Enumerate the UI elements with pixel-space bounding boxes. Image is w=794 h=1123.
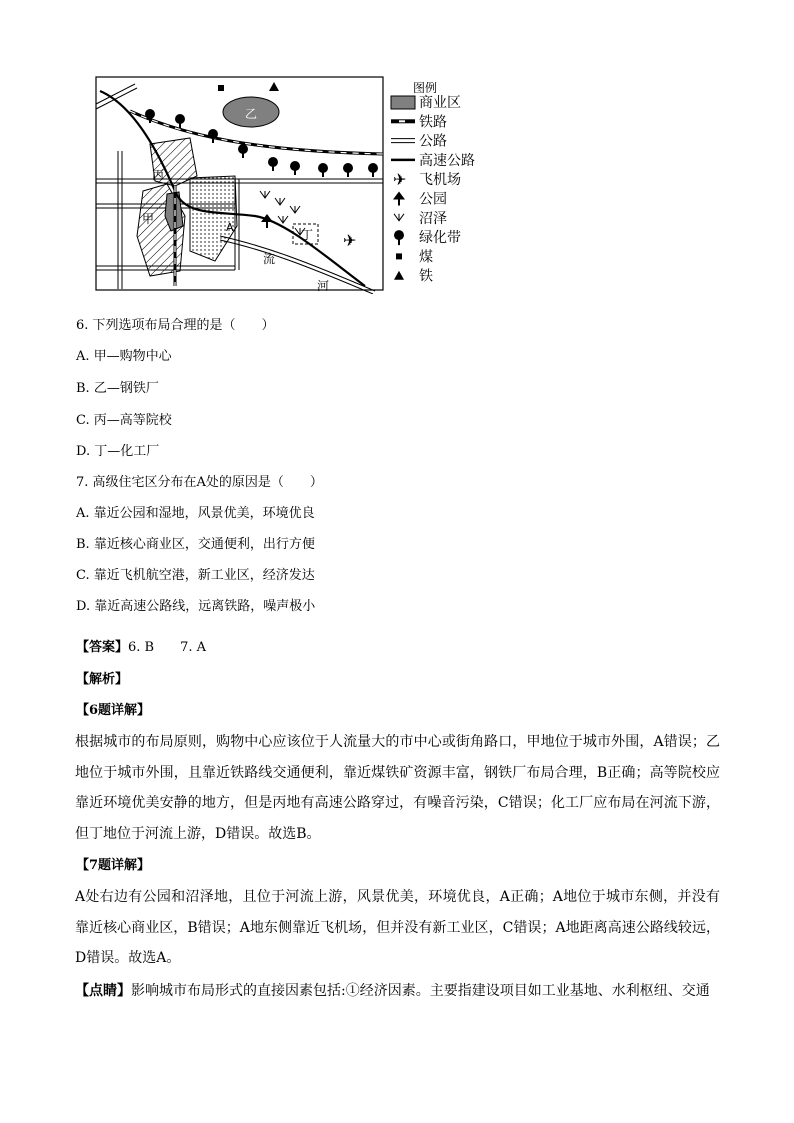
dianjing-tag: 【点睛】 bbox=[75, 983, 131, 999]
q7-option-c: C. 靠近飞机航空港，新工业区，经济发达 bbox=[76, 568, 315, 583]
label-bing: 丙 bbox=[152, 168, 165, 182]
q7-option-a: A. 靠近公园和湿地，风景优美，环境优良 bbox=[76, 506, 315, 521]
label-ding: 丁 bbox=[301, 228, 314, 242]
airport-icon-map: ✈ bbox=[343, 231, 357, 250]
label-he: 河 bbox=[317, 279, 330, 293]
railway-icon bbox=[391, 119, 415, 123]
coal-icon bbox=[396, 253, 402, 259]
label-a: A bbox=[226, 221, 234, 234]
answer-tag: 【答案】 bbox=[76, 640, 129, 655]
city-layout-map bbox=[95, 76, 480, 294]
airport-icon bbox=[393, 170, 406, 189]
iron-icon bbox=[394, 271, 404, 280]
q6-option-b: B. 乙—钢铁厂 bbox=[76, 381, 159, 396]
q7-option-b: B. 靠近核心商业区，交通便利，出行方便 bbox=[76, 537, 315, 552]
detail-6-title: 【6题详解】 bbox=[76, 703, 151, 718]
q6-option-a: A. 甲—购物中心 bbox=[76, 349, 172, 364]
label-yi: 乙 bbox=[245, 107, 258, 121]
legend-label: 商业区 bbox=[419, 95, 461, 111]
detail-7-text: A处右边有公园和沼泽地，且位于河流上游，风景优美，环境优良，A正确；A地位于城市东侧，并没有靠近核心商业区，B错误；A地东侧靠近飞机场，但并没有新工业区，C错误；A地距离高速公路线较远，D错误。故选A。 bbox=[75, 889, 720, 967]
label-jia: 甲 bbox=[142, 212, 155, 226]
legend-label: 公路 bbox=[419, 133, 447, 150]
answer-text: 6. B 7. A bbox=[128, 640, 207, 655]
legend-label: 高速公路 bbox=[419, 152, 475, 169]
park-icon bbox=[393, 192, 405, 206]
coal-marker bbox=[218, 85, 224, 91]
road-icon bbox=[391, 139, 415, 143]
marsh-icon bbox=[394, 214, 404, 221]
answer-line bbox=[76, 639, 206, 657]
q7-option-d: D. 靠近高速公路线，远离铁路，噪声极小 bbox=[76, 599, 316, 614]
legend bbox=[391, 95, 475, 285]
q6-stem: 6. 下列选项布局合理的是（ ） bbox=[76, 318, 275, 333]
detail-6-text: 根据城市的布局原则，购物中心应该位于人流量大的市中心或街角路口，甲地位于城市外围，A错误；乙地位于城市外围，且靠近铁路线交通便利，靠近煤铁矿资源丰富，钢铁厂布局合理，B正确；高等院校应靠近环境优美安静的地方，但是丙地有高速公路穿过，有噪音污染，C错误；化工厂应布局在河流下游，但丁地位于河流上游，D错误。故选B。 bbox=[75, 734, 720, 843]
commercial-area-icon bbox=[391, 96, 415, 109]
q6-option-c: C. 丙—高等院校 bbox=[76, 413, 172, 428]
legend-label: 铁路 bbox=[419, 114, 447, 131]
greenbelt-icon bbox=[394, 230, 404, 245]
legend-label: 飞机场 bbox=[419, 172, 461, 189]
legend-label: 煤 bbox=[419, 249, 433, 266]
dianjing-line bbox=[75, 976, 720, 1007]
legend-label: 绿化带 bbox=[419, 230, 461, 247]
q7-stem: 7. 高级住宅区分布在A处的原因是（ ） bbox=[76, 475, 323, 490]
detail-7-title: 【7题详解】 bbox=[76, 858, 151, 873]
dianjing-text: 影响城市布局形式的直接因素包括:①经济因素。主要指建设项目如工业基地、水利枢纽、交通 bbox=[131, 983, 710, 999]
label-liu: 流 bbox=[263, 252, 276, 266]
legend-label: 沼泽 bbox=[419, 210, 447, 227]
analysis-tag: 【解析】 bbox=[76, 672, 129, 687]
legend-label: 铁 bbox=[419, 268, 433, 285]
q6-option-d: D. 丁—化工厂 bbox=[76, 444, 160, 459]
legend-label: 公园 bbox=[419, 191, 447, 208]
svg-text:✈: ✈ bbox=[393, 170, 407, 190]
legend-title: 图例 bbox=[413, 81, 438, 95]
